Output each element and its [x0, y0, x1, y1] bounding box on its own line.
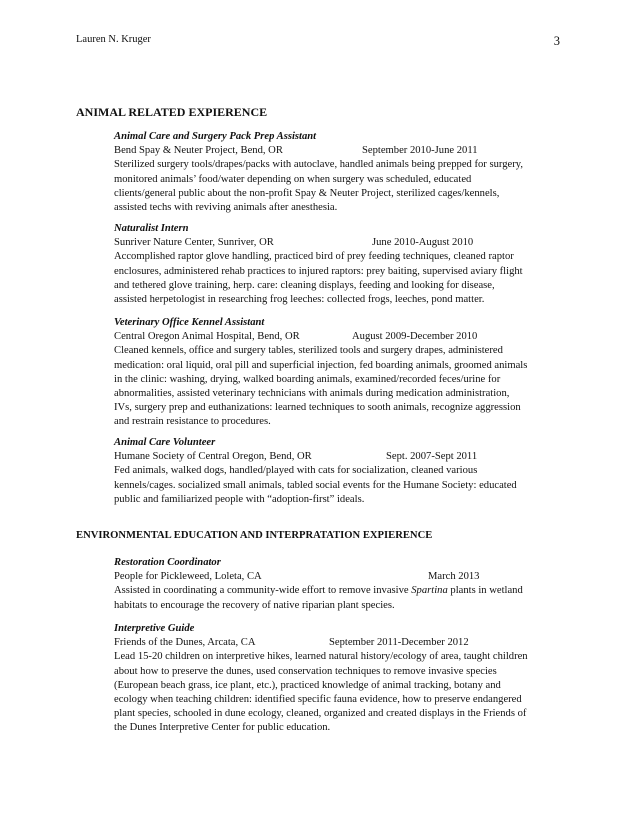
job-org-line [114, 450, 572, 464]
job-dates: August 2009-December 2010 [352, 331, 478, 343]
job-description-line: ecology when teaching children: identified specific fauna evidence, how to preserve endangered [114, 694, 522, 705]
job-entry [114, 622, 572, 736]
job-description-line: monitored animals’ food/water depending on when surgery was scheduled, educated [114, 173, 472, 185]
job-description-line: abnormalities, assisted veterinary technicians with animals during medication administration, [114, 388, 510, 399]
job-entry [114, 556, 572, 613]
job-description-line: Accomplished raptor glove handling, practiced bird of prey feeding techniques, cleaned raptor [114, 251, 514, 263]
job-entry [114, 222, 572, 307]
job-org: Humane Society of Central Oregon, Bend, OR [114, 451, 312, 463]
job-dates: March 2013 [428, 571, 480, 583]
job-dates: September 2010-June 2011 [362, 145, 478, 157]
job-dates: Sept. 2007-Sept 2011 [386, 451, 478, 463]
job-description-line: Cleaned kennels, office and surgery tables, sterilized tools and surgery drapes, administered [114, 345, 503, 357]
description-text: Assisted in coordinating a community-wide effort to remove invasive [114, 585, 412, 597]
job-org-line [114, 144, 572, 158]
job-org: Bend Spay & Neuter Project, Bend, OR [114, 145, 283, 157]
job-description-line: and restrain resistance to procedures. [114, 416, 271, 428]
page-header [76, 34, 560, 50]
job-description-line: kennels/cages. socialized small animals, tabled social events for the Humane Society: educated [114, 479, 517, 491]
job-description-line: medication: oral liquid, oral pill and superficial injection, fed boarding animals, groomed animals [114, 359, 528, 371]
job-dates: June 2010-August 2010 [372, 237, 474, 249]
job-title: Animal Care and Surgery Pack Prep Assistant [114, 131, 317, 142]
job-title: Animal Care Volunteer [114, 437, 216, 448]
job-description-line: assisted herpetologist in researching frog leeches: collected frogs, leeches, pond matter. [114, 294, 485, 305]
job-description-line: about how to preserve the dunes, used conservation techniques to remove invasive species [114, 665, 497, 677]
job-description-line: enclosures, administered rehab practices to injured raptors: prey baiting, supervised aviary flight [114, 265, 523, 277]
job-title: Veterinary Office Kennel Assistant [114, 317, 265, 328]
job-entry [114, 130, 572, 215]
job-org-line [114, 330, 572, 344]
job-title: Naturalist Intern [114, 223, 189, 234]
job-description-line: Sterilized surgery tools/drapes/packs with autoclave, handled animals being prepped for surgery, [114, 159, 524, 171]
job-description-line: in the clinic: washing, drying, walked boarding animals, examined/recorded feces/urine for [114, 373, 501, 385]
job-description-line: IVs, surgery prep and euthanizations: learned techniques to sooth animals, recognize aggression [114, 402, 521, 414]
job-org: People for Pickleweed, Loleta, CA [114, 571, 262, 583]
author-name: Lauren N. Kruger [76, 34, 151, 45]
job-description-line: the Dunes Interpretive Center for public education. [114, 722, 331, 734]
job-entry [114, 316, 572, 430]
job-description-line: (European beach grass, ice plant, etc.), practiced knowledge of animal tracking, botany and [114, 679, 501, 691]
section-title-environmental: ENVIRONMENTAL EDUCATION AND INTERPRATATION EXPIERENCE [76, 530, 433, 541]
job-description-line: plant species, schooled in dune ecology, cleaned, organized and created displays in the Friends of [114, 708, 527, 720]
job-org-line [114, 636, 572, 650]
page-number: 3 [553, 34, 560, 48]
job-title: Restoration Coordinator [114, 557, 221, 568]
job-org: Central Oregon Animal Hospital, Bend, OR [114, 331, 300, 343]
section-title-animal: ANIMAL RELATED EXPIERENCE [76, 105, 268, 119]
job-entry [114, 436, 572, 507]
job-org-line [114, 570, 572, 584]
job-dates: September 2011-December 2012 [329, 637, 469, 649]
job-org-line [114, 236, 572, 250]
job-title: Interpretive Guide [114, 623, 195, 634]
job-description-line: and tethered glove training, herp. care: cleaning displays, feeding and looking for disease, [114, 279, 495, 291]
description-text: plants in wetland [447, 585, 523, 597]
job-org: Friends of the Dunes, Arcata, CA [114, 637, 256, 649]
job-description-line: assisted techs with reviving animals after anesthesia. [114, 202, 338, 213]
job-description-line: public and familiarized people with “adoption-first” ideals. [114, 493, 365, 505]
job-description-line: clients/general public about the non-profit Spay & Neuter Project, sterilized cages/kennels, [114, 187, 500, 199]
job-description-line: Fed animals, walked dogs, handled/played with cats for socialization, cleaned various [114, 465, 478, 477]
job-description-line [114, 584, 572, 598]
job-org: Sunriver Nature Center, Sunriver, OR [114, 237, 274, 249]
species-name: Spartina [411, 585, 448, 597]
job-description-line: habitats to encourage the recovery of native riparian plant species. [114, 599, 395, 611]
job-description-line: Lead 15-20 children on interpretive hikes, learned natural history/ecology of area, taught children [114, 651, 528, 663]
